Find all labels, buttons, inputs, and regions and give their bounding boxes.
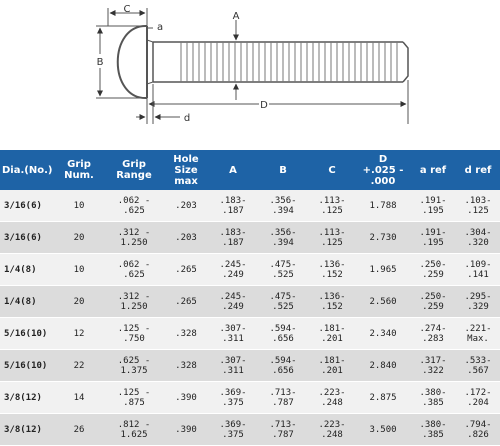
cell-d bbox=[356, 254, 410, 286]
fastener-dimension-drawing bbox=[0, 0, 500, 150]
cell-text: .380- bbox=[419, 387, 447, 398]
cell-d bbox=[356, 350, 410, 382]
cell-text: .187 bbox=[222, 205, 244, 216]
cell-a-ref bbox=[410, 222, 456, 254]
cell-text: .195 bbox=[422, 237, 444, 248]
cell-text: .625 - bbox=[117, 355, 151, 366]
cell-text: .195 bbox=[422, 205, 444, 216]
cell-dia bbox=[0, 190, 54, 222]
cell-d-ref bbox=[456, 222, 500, 254]
cell-text: .250- bbox=[419, 259, 447, 270]
cell-text: 2.730 bbox=[369, 232, 397, 243]
cell-text: 2.560 bbox=[369, 296, 397, 307]
cell-text: .201 bbox=[321, 333, 343, 344]
cell-text: .223- bbox=[318, 419, 346, 430]
cell-text: .265 bbox=[175, 296, 197, 307]
cell-text: .317- bbox=[419, 355, 447, 366]
cell-text: 1.375 bbox=[120, 365, 148, 376]
cell-grip-range bbox=[104, 382, 164, 414]
cell-text: .125 - bbox=[117, 323, 151, 334]
cell-text: .259 bbox=[422, 269, 444, 280]
cell-dia bbox=[0, 318, 54, 350]
header-grip-num bbox=[54, 150, 104, 190]
cell-grip-range bbox=[104, 254, 164, 286]
cell-text: 20 bbox=[73, 296, 85, 307]
cell-text: .274- bbox=[419, 323, 447, 334]
cell-text: .245- bbox=[219, 259, 247, 270]
cell-a bbox=[208, 190, 258, 222]
cell-text: 1.625 bbox=[120, 429, 148, 440]
cell-text: 1.250 bbox=[120, 301, 148, 312]
cell-a-ref bbox=[410, 254, 456, 286]
cell-text: 3/16(6) bbox=[4, 232, 42, 243]
cell-grip-num bbox=[54, 414, 104, 446]
cell-c bbox=[308, 382, 356, 414]
table-row bbox=[0, 190, 500, 222]
header-text: max bbox=[174, 175, 198, 187]
cell-hole-size bbox=[164, 382, 208, 414]
cell-text: .181- bbox=[318, 355, 346, 366]
cell-grip-num bbox=[54, 318, 104, 350]
dimension-d-label: D bbox=[260, 100, 268, 111]
cell-a bbox=[208, 222, 258, 254]
cell-text: .062 - bbox=[117, 259, 151, 270]
header-text: Size bbox=[174, 164, 198, 176]
header-text: D bbox=[378, 153, 388, 165]
table-row bbox=[0, 286, 500, 318]
cell-text: 2.340 bbox=[369, 328, 397, 339]
cell-b bbox=[258, 286, 308, 318]
cell-text: .062 - bbox=[117, 195, 151, 206]
cell-text: .567 bbox=[467, 365, 489, 376]
cell-c bbox=[308, 318, 356, 350]
cell-text: .394 bbox=[272, 205, 294, 216]
cell-text: .152 bbox=[321, 269, 343, 280]
cell-text: .794- bbox=[464, 419, 492, 430]
table-row bbox=[0, 254, 500, 286]
cell-text: .203 bbox=[175, 200, 197, 211]
cell-c bbox=[308, 286, 356, 318]
cell-text: .172- bbox=[464, 387, 492, 398]
cell-text: .295- bbox=[464, 291, 492, 302]
cell-grip-num bbox=[54, 286, 104, 318]
cell-text: .249 bbox=[222, 269, 244, 280]
cell-text: .594- bbox=[269, 355, 297, 366]
cell-a bbox=[208, 318, 258, 350]
cell-text: .312 - bbox=[117, 227, 151, 238]
cell-grip-range bbox=[104, 190, 164, 222]
cell-text: .311 bbox=[222, 365, 244, 376]
cell-c bbox=[308, 222, 356, 254]
cell-b bbox=[258, 382, 308, 414]
cell-hole-size bbox=[164, 222, 208, 254]
cell-text: 5/16(10) bbox=[4, 360, 48, 371]
cell-text: .191- bbox=[419, 195, 447, 206]
cell-hole-size bbox=[164, 414, 208, 446]
header-text: Num. bbox=[64, 170, 94, 181]
header-text: .000 bbox=[370, 175, 396, 187]
dimension-c-label: C bbox=[123, 4, 131, 15]
cell-d-ref bbox=[456, 414, 500, 446]
cell-grip-range bbox=[104, 222, 164, 254]
cell-text: .525 bbox=[272, 301, 294, 312]
cell-text: .152 bbox=[321, 301, 343, 312]
cell-text: .713- bbox=[269, 419, 297, 430]
cell-text: .375 bbox=[222, 429, 244, 440]
cell-text: 26 bbox=[73, 424, 85, 435]
cell-grip-range bbox=[104, 286, 164, 318]
header-text: Grip bbox=[122, 159, 146, 170]
cell-text: .787 bbox=[272, 429, 294, 440]
cell-text: .356- bbox=[269, 227, 297, 238]
cell-hole-size bbox=[164, 286, 208, 318]
cell-text: 10 bbox=[73, 200, 85, 211]
header-b bbox=[258, 150, 308, 190]
cell-text: .307- bbox=[219, 323, 247, 334]
cell-text: .307- bbox=[219, 355, 247, 366]
cell-text: .249 bbox=[222, 301, 244, 312]
cell-text: .248 bbox=[321, 429, 343, 440]
cell-a bbox=[208, 286, 258, 318]
fastener-head bbox=[118, 26, 147, 98]
cell-text: .525 bbox=[272, 269, 294, 280]
cell-text: Max. bbox=[467, 333, 489, 344]
cell-text: .311 bbox=[222, 333, 244, 344]
header-a-ref bbox=[410, 150, 456, 190]
cell-a-ref bbox=[410, 382, 456, 414]
cell-b bbox=[258, 414, 308, 446]
cell-a-ref bbox=[410, 286, 456, 318]
cell-text: .201 bbox=[321, 365, 343, 376]
cell-d-ref bbox=[456, 350, 500, 382]
cell-text: .826 bbox=[467, 429, 489, 440]
cell-d bbox=[356, 222, 410, 254]
header-text: A bbox=[229, 164, 237, 176]
cell-d-ref bbox=[456, 382, 500, 414]
table-row bbox=[0, 318, 500, 350]
cell-grip-range bbox=[104, 318, 164, 350]
cell-text: .304- bbox=[464, 227, 492, 238]
cell-text: .369- bbox=[219, 419, 247, 430]
cell-grip-range bbox=[104, 350, 164, 382]
cell-text: 3/8(12) bbox=[4, 424, 42, 435]
cell-text: 5/16(10) bbox=[4, 328, 48, 339]
cell-dia bbox=[0, 382, 54, 414]
cell-a bbox=[208, 350, 258, 382]
table-row bbox=[0, 350, 500, 382]
cell-a-ref bbox=[410, 414, 456, 446]
cell-text: .356- bbox=[269, 195, 297, 206]
table-header-row bbox=[0, 150, 500, 190]
cell-text: .204 bbox=[467, 397, 489, 408]
cell-text: .713- bbox=[269, 387, 297, 398]
cell-text: .625 bbox=[123, 205, 145, 216]
header-d-ref bbox=[456, 150, 500, 190]
dimension-a-small-label: a bbox=[157, 22, 164, 33]
cell-text: .322 bbox=[422, 365, 444, 376]
cell-text: .328 bbox=[175, 328, 197, 339]
cell-text: .191- bbox=[419, 227, 447, 238]
header-d bbox=[356, 150, 410, 190]
cell-dia bbox=[0, 254, 54, 286]
cell-c bbox=[308, 350, 356, 382]
cell-text: .187 bbox=[222, 237, 244, 248]
cell-grip-num bbox=[54, 254, 104, 286]
lock-grooves bbox=[181, 42, 397, 82]
cell-c bbox=[308, 254, 356, 286]
header-text: Range bbox=[116, 170, 152, 181]
table-row bbox=[0, 222, 500, 254]
cell-d bbox=[356, 414, 410, 446]
table-row bbox=[0, 414, 500, 446]
cell-text: .125 bbox=[467, 205, 489, 216]
cell-text: .125 bbox=[321, 205, 343, 216]
cell-text: 1.788 bbox=[369, 200, 397, 211]
dimension-a-label: A bbox=[232, 11, 240, 22]
cell-d-ref bbox=[456, 318, 500, 350]
cell-a bbox=[208, 382, 258, 414]
header-text: a ref bbox=[419, 164, 447, 176]
cell-text: .320 bbox=[467, 237, 489, 248]
cell-text: 3/8(12) bbox=[4, 392, 42, 403]
cell-d-ref bbox=[456, 190, 500, 222]
cell-text: .136- bbox=[318, 291, 346, 302]
cell-text: .875 bbox=[123, 397, 145, 408]
cell-text: .594- bbox=[269, 323, 297, 334]
cell-grip-num bbox=[54, 350, 104, 382]
cell-text: .125 bbox=[321, 237, 343, 248]
cell-dia bbox=[0, 414, 54, 446]
cell-text: 1/4(8) bbox=[4, 296, 37, 307]
cell-text: .812 - bbox=[117, 419, 151, 430]
cell-d-ref bbox=[456, 286, 500, 318]
cell-text: .113- bbox=[318, 227, 346, 238]
cell-dia bbox=[0, 222, 54, 254]
header-text: Dia.(No.) bbox=[2, 164, 53, 176]
cell-text: 12 bbox=[73, 328, 85, 339]
cell-text: .385 bbox=[422, 429, 444, 440]
cell-b bbox=[258, 254, 308, 286]
cell-text: .369- bbox=[219, 387, 247, 398]
cell-a bbox=[208, 254, 258, 286]
cell-text: 3/16(6) bbox=[4, 200, 42, 211]
cell-c bbox=[308, 190, 356, 222]
cell-text: .375 bbox=[222, 397, 244, 408]
header-hole-size bbox=[164, 150, 208, 190]
cell-dia bbox=[0, 286, 54, 318]
cell-grip-num bbox=[54, 190, 104, 222]
cell-text: .475- bbox=[269, 259, 297, 270]
cell-text: .533- bbox=[464, 355, 492, 366]
header-text: d ref bbox=[464, 164, 492, 176]
cell-text: .136- bbox=[318, 259, 346, 270]
cell-text: 1.250 bbox=[120, 237, 148, 248]
cell-d bbox=[356, 286, 410, 318]
cell-text: 14 bbox=[73, 392, 85, 403]
fastener-spec-table bbox=[0, 150, 500, 446]
cell-text: .750 bbox=[123, 333, 145, 344]
header-text: Hole bbox=[173, 153, 199, 165]
cell-hole-size bbox=[164, 350, 208, 382]
header-text: B bbox=[279, 164, 287, 176]
cell-a bbox=[208, 414, 258, 446]
cell-grip-num bbox=[54, 382, 104, 414]
cell-text: .221- bbox=[464, 323, 492, 334]
cell-d-ref bbox=[456, 254, 500, 286]
cell-text: .181- bbox=[318, 323, 346, 334]
cell-text: .113- bbox=[318, 195, 346, 206]
cell-text: .103- bbox=[464, 195, 492, 206]
header-dia bbox=[0, 150, 54, 190]
cell-text: .380- bbox=[419, 419, 447, 430]
header-a bbox=[208, 150, 258, 190]
table-row bbox=[0, 382, 500, 414]
cell-text: .203 bbox=[175, 232, 197, 243]
cell-text: .183- bbox=[219, 195, 247, 206]
header-text: C bbox=[328, 164, 336, 176]
cell-text: 1.965 bbox=[369, 264, 397, 275]
cell-text: 20 bbox=[73, 232, 85, 243]
header-text: +.025 - bbox=[362, 164, 404, 176]
cell-grip-range bbox=[104, 414, 164, 446]
header-text: Grip bbox=[67, 159, 91, 170]
cell-text: .625 bbox=[123, 269, 145, 280]
header-grip-range bbox=[104, 150, 164, 190]
cell-text: .265 bbox=[175, 264, 197, 275]
cell-text: .245- bbox=[219, 291, 247, 302]
cell-text: .109- bbox=[464, 259, 492, 270]
cell-text: 2.875 bbox=[369, 392, 397, 403]
cell-b bbox=[258, 318, 308, 350]
cell-text: .475- bbox=[269, 291, 297, 302]
cell-text: .329 bbox=[467, 301, 489, 312]
cell-text: .385 bbox=[422, 397, 444, 408]
cell-text: .259 bbox=[422, 301, 444, 312]
cell-d bbox=[356, 382, 410, 414]
cell-text: .394 bbox=[272, 237, 294, 248]
cell-text: .248 bbox=[321, 397, 343, 408]
cell-text: 1/4(8) bbox=[4, 264, 37, 275]
cell-text: .125 - bbox=[117, 387, 151, 398]
cell-text: .312 - bbox=[117, 291, 151, 302]
cell-hole-size bbox=[164, 190, 208, 222]
cell-d bbox=[356, 318, 410, 350]
dimension-b-label: B bbox=[96, 57, 104, 68]
cell-text: .656 bbox=[272, 333, 294, 344]
cell-text: .656 bbox=[272, 365, 294, 376]
cell-b bbox=[258, 222, 308, 254]
cell-text: 10 bbox=[73, 264, 85, 275]
cell-hole-size bbox=[164, 318, 208, 350]
cell-text: .390 bbox=[175, 392, 197, 403]
cell-text: 22 bbox=[73, 360, 85, 371]
shank-tip bbox=[403, 42, 408, 82]
cell-text: 3.500 bbox=[369, 424, 397, 435]
cell-a-ref bbox=[410, 190, 456, 222]
cell-c bbox=[308, 414, 356, 446]
cell-text: .183- bbox=[219, 227, 247, 238]
cell-b bbox=[258, 350, 308, 382]
cell-text: .223- bbox=[318, 387, 346, 398]
cell-d bbox=[356, 190, 410, 222]
header-c bbox=[308, 150, 356, 190]
cell-a-ref bbox=[410, 318, 456, 350]
cell-text: 2.840 bbox=[369, 360, 397, 371]
cell-text: .390 bbox=[175, 424, 197, 435]
cell-text: .283 bbox=[422, 333, 444, 344]
cell-text: .250- bbox=[419, 291, 447, 302]
cell-dia bbox=[0, 350, 54, 382]
cell-grip-num bbox=[54, 222, 104, 254]
cell-a-ref bbox=[410, 350, 456, 382]
cell-text: .328 bbox=[175, 360, 197, 371]
cell-b bbox=[258, 190, 308, 222]
dimension-d-small-label: d bbox=[183, 113, 191, 124]
cell-hole-size bbox=[164, 254, 208, 286]
cell-text: .787 bbox=[272, 397, 294, 408]
cell-text: .141 bbox=[467, 269, 489, 280]
